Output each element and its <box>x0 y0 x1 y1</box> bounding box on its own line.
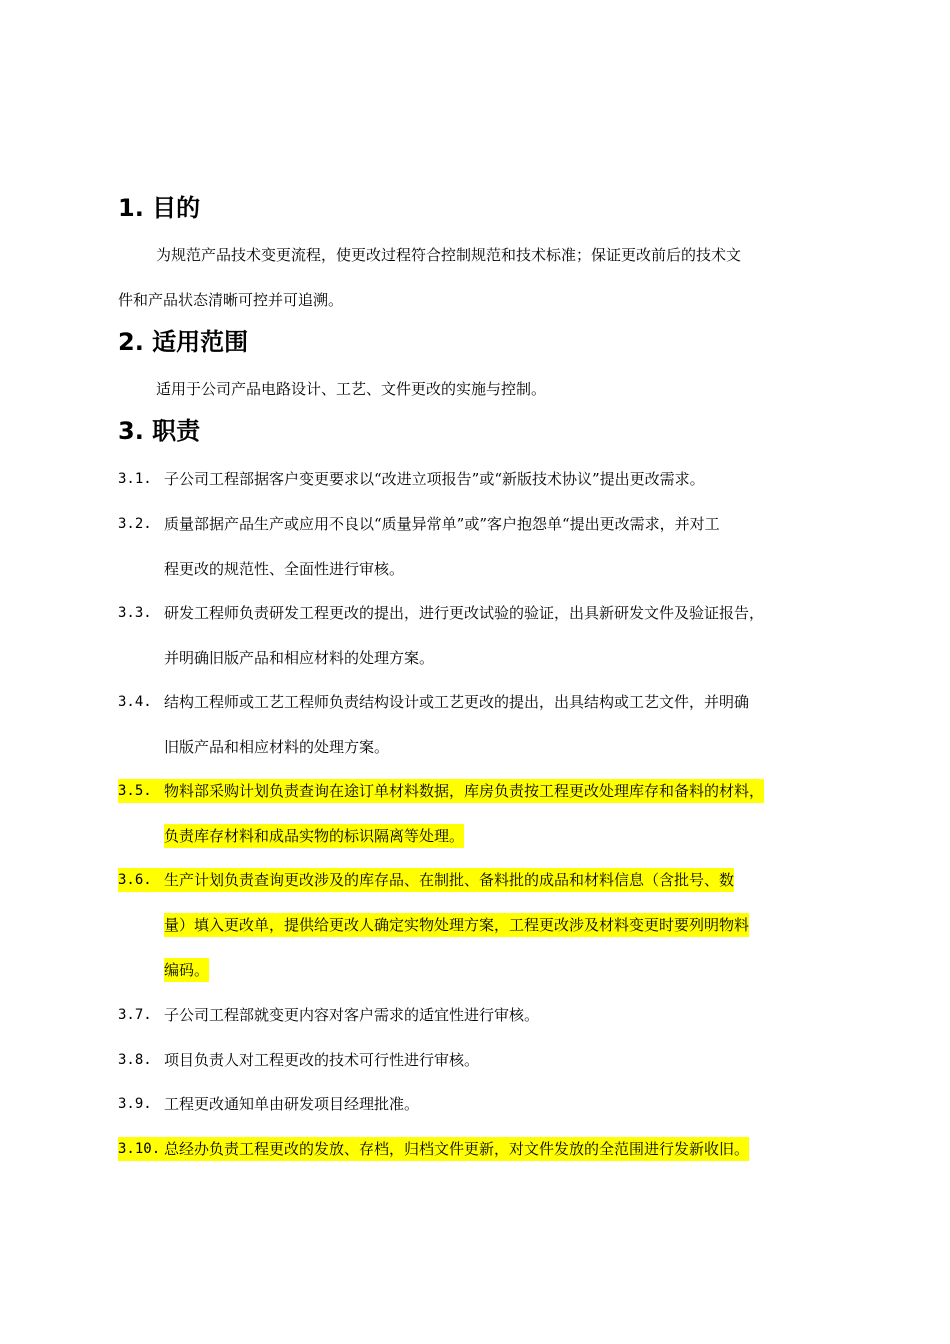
paragraph-line: 件和产品状态清晰可控并可追溯。 <box>118 291 344 309</box>
item-line: 质量部据产品生产或应用不良以“质量异常单”或”客户抱怨单“提出更改需求，并对工 <box>164 515 720 533</box>
section-heading-scope: 2. 适用范围 <box>118 328 249 356</box>
item-line: 并明确旧版产品和相应材料的处理方案。 <box>164 649 435 667</box>
section-heading-responsibilities: 3. 职责 <box>118 417 201 445</box>
item-line: 程更改的规范性、全面性进行审核。 <box>164 560 405 578</box>
item-number: 3.9. <box>118 1096 152 1112</box>
paragraph-line: 为规范产品技术变更流程，使更改过程符合控制规范和技术标准；保证更改前后的技术文 <box>156 246 742 264</box>
item-line: 工程更改通知单由研发项目经理批准。 <box>164 1095 420 1113</box>
item-line: 物料部采购计划负责查询在途订单材料数据，库房负责按工程更改处理库存和备料的材料， <box>164 779 764 803</box>
item-line: 量）填入更改单，提供给更改人确定实物处理方案，工程更改涉及材料变更时要列明物料 <box>164 913 749 937</box>
item-number: 3.5. <box>118 779 164 803</box>
item-line: 总经办负责工程更改的发放、存档，归档文件更新，对文件发放的全范围进行发新收旧。 <box>164 1137 749 1161</box>
item-number: 3.2. <box>118 516 152 532</box>
item-number: 3.4. <box>118 694 152 710</box>
item-line: 生产计划负责查询更改涉及的库存品、在制批、备料批的成品和材料信息（含批号、数 <box>164 868 734 892</box>
item-number: 3.10. <box>118 1137 164 1161</box>
item-line: 结构工程师或工艺工程师负责结构设计或工艺更改的提出，出具结构或工艺文件，并明确 <box>164 693 750 711</box>
section-heading-purpose: 1. 目的 <box>118 194 201 222</box>
item-line: 编码。 <box>164 958 209 982</box>
item-number: 3.3. <box>118 605 152 621</box>
item-line: 研发工程师负责研发工程更改的提出，进行更改试验的验证，出具新研发文件及验证报告， <box>164 604 765 622</box>
paragraph-line: 适用于公司产品电路设计、工艺、文件更改的实施与控制。 <box>156 380 547 398</box>
item-number: 3.7. <box>118 1007 152 1023</box>
item-number: 3.6. <box>118 868 164 892</box>
item-number: 3.1. <box>118 471 152 487</box>
item-line: 子公司工程部据客户变更要求以“改进立项报告”或“新版技术协议”提出更改需求。 <box>164 470 705 488</box>
item-line: 旧版产品和相应材料的处理方案。 <box>164 738 390 756</box>
item-line: 负责库存材料和成品实物的标识隔离等处理。 <box>164 824 464 848</box>
item-number: 3.8. <box>118 1052 152 1068</box>
item-line: 子公司工程部就变更内容对客户需求的适宜性进行审核。 <box>164 1006 540 1024</box>
item-line: 项目负责人对工程更改的技术可行性进行审核。 <box>164 1051 480 1069</box>
